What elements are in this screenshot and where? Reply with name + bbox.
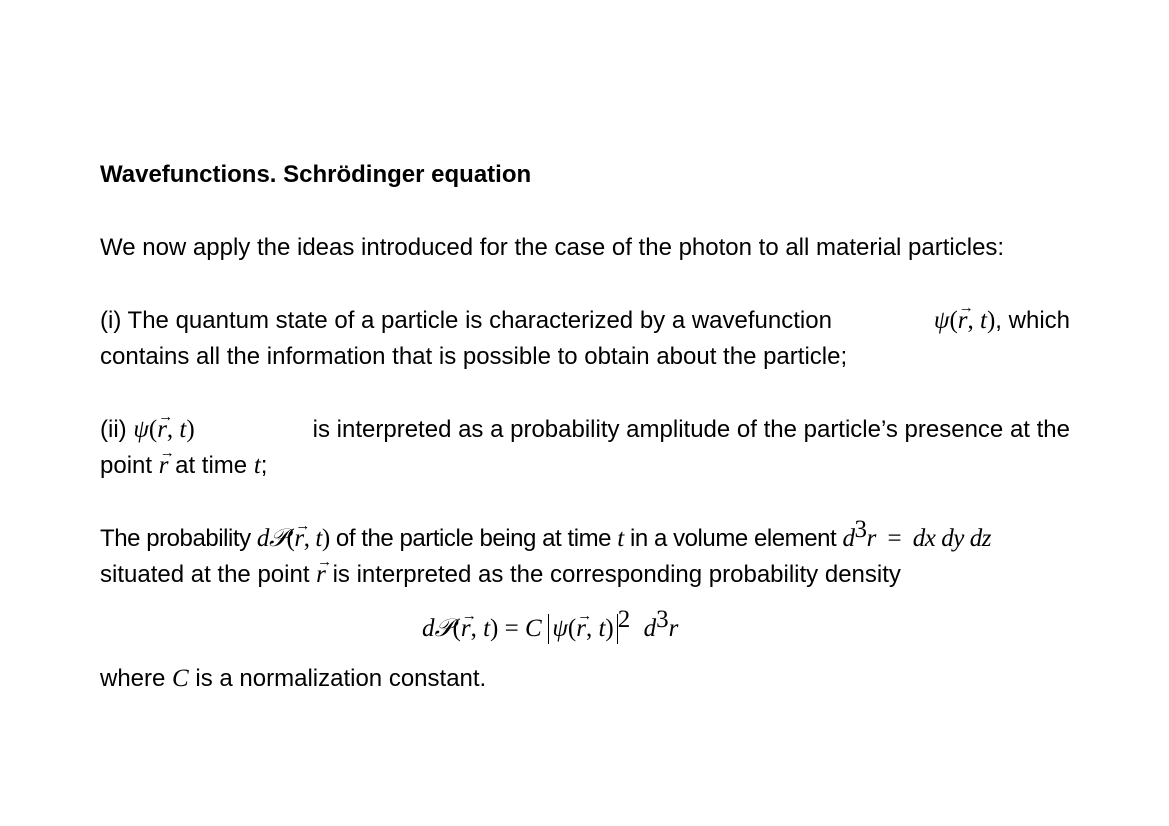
probability-line1: The probability d𝒫(r →, t) of the particle being at time t in a volume element $d^3r$ = dx dy dz	[100, 524, 991, 554]
closing-line: where C is a normalization constant.	[100, 665, 487, 692]
item-i-tail: ψ(r →, t), which	[934, 306, 1070, 336]
item-i-line2: contains all the information that is possible to obtain about the particle;	[100, 343, 848, 370]
wavefunction-symbol: ψ	[933, 307, 950, 334]
page-title: Wavefunctions. Schrödinger equation	[100, 161, 532, 188]
normalization-constant-symbol: C	[172, 665, 189, 692]
item-i-line1	[100, 306, 1070, 336]
item-i-prefix: (i) The quantum state of a particle is characterized by a wavefunction	[100, 307, 832, 334]
item-ii-line1	[100, 415, 1070, 445]
probability-density-equation: d𝒫(r →, t) = C ψ(r →, t) $^2$ $d^3r$	[422, 614, 678, 644]
item-ii-line2: point r → at time t;	[100, 451, 267, 481]
item-ii-head: (ii) ψ(r →, t)	[100, 415, 195, 445]
item-ii-suffix: is interpreted as a probability amplitude of the particle’s presence at the	[312, 416, 1070, 443]
intro-paragraph: We now apply the ideas introduced for the case of the photon to all material particles:	[100, 234, 1005, 261]
probability-line2: situated at the point r → is interpreted as the corresponding probability density	[100, 560, 901, 590]
